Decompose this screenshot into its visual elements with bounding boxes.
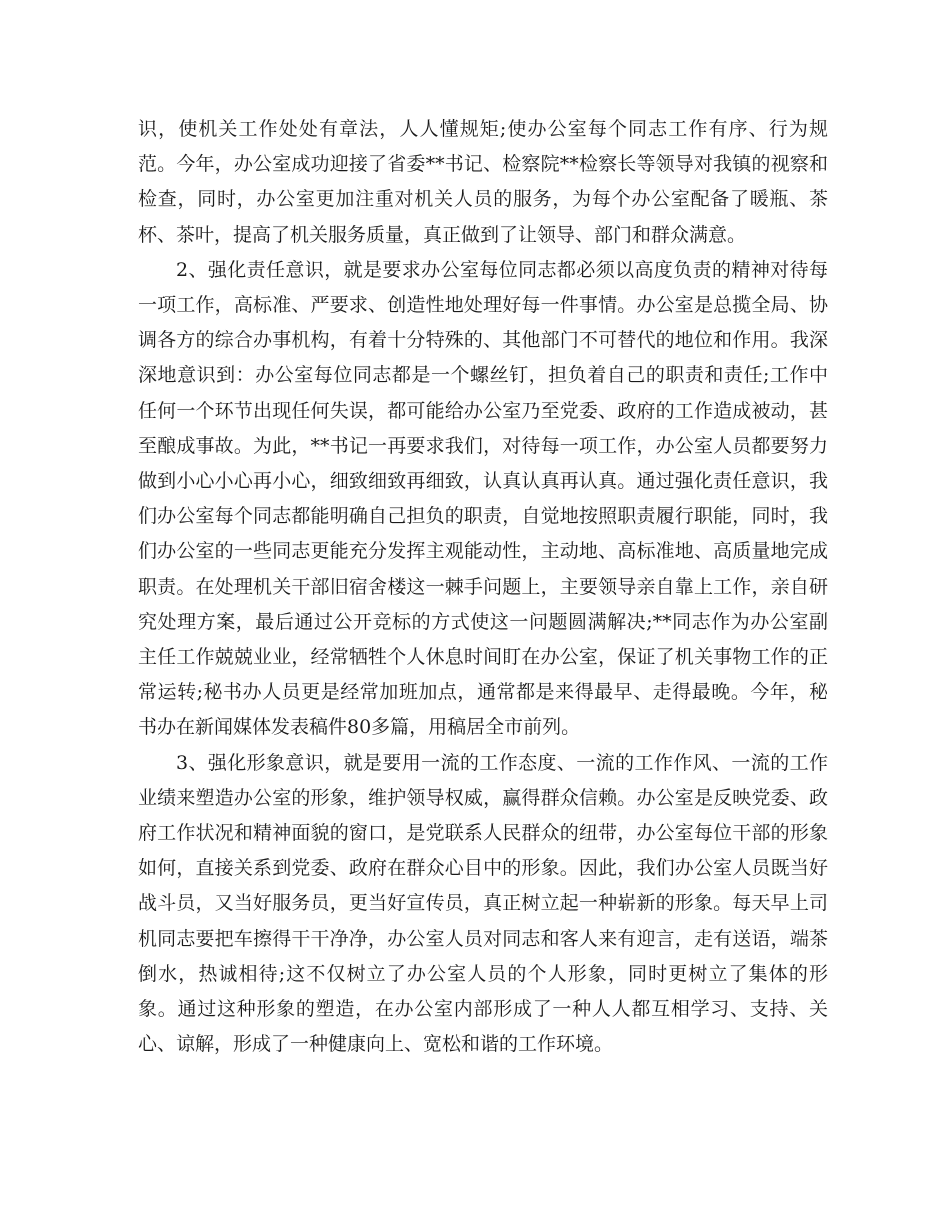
paragraph-continuation: 识，使机关工作处处有章法，人人懂规矩;使办公室每个同志工作有序、行为规范。今年，办公室成功迎接了省委**书记、检察院**检察长等领导对我镇的视察和检查，同时，办公室更加注重对机关人员的服务，为每个办公室配备了暖瓶、茶杯、茶叶，提高了机关服务质量，真正做到了让领导、部门和群众满意。 bbox=[138, 118, 828, 246]
paragraph-responsibility-awareness: 2、强化责任意识，就是要求办公室每位同志都必须以高度负责的精神对待每一项工作，高标准、严要求、创造性地处理好每一件事情。办公室是总揽全局、协调各方的综合办事机构，有着十分特殊的、其他部门不可替代的地位和作用。我深深地意识到：办公室每位同志都是一个螺丝钉，担负着自己的职责和责任;工作中任何一个环节出现任何失误，都可能给办公室乃至党委、政府的工作造成被动，甚至酿成事故。为此，**书记一再要求我们，对待每一项工作，办公室人员都要努力做到小心小心再小心，细致细致再细致，认真认真再认真。通过强化责任意识，我们办公室每个同志都能明确自己担负的职责，自觉地按照职责履行职能，同时，我们办公室的一些同志更能充分发挥主观能动性，主动地、高标准地、高质量地完成职责。在处理机关干部旧宿舍楼这一棘手问题上，主要领导亲自靠上工作，亲自研究处理方案，最后通过公开竞标的方式使这一问题圆满解决;**同志作为办公室副主任工作兢兢业业，经常牺牲个人休息时间盯在办公室，保证了机关事物工作的正常运转;秘书办人员更是经常加班加点，通常都是来得最早、走得最晚。今年，秘书办在新闻媒体发表稿件80多篇，用稿居全市前列。 bbox=[138, 258, 828, 739]
document-body bbox=[138, 112, 828, 1062]
paragraph-image-awareness: 3、强化形象意识，就是要用一流的工作态度、一流的工作作风、一流的工作业绩来塑造办公室的形象，维护领导权威，赢得群众信赖。办公室是反映党委、政府工作状况和精神面貌的窗口，是党联系人民群众的纽带，办公室每位干部的形象如何，直接关系到党委、政府在群众心目中的形象。因此，我们办公室人员既当好战斗员，又当好服务员，更当好宣传员，真正树立起一种崭新的形象。每天早上司机同志要把车擦得干干净净，办公室人员对同志和客人来有迎言，走有送语，端茶倒水，热诚相待;这不仅树立了办公室人员的个人形象，同时更树立了集体的形象。通过这种形象的塑造，在办公室内部形成了一种人人都互相学习、支持、关心、谅解，形成了一种健康向上、宽松和谐的工作环境。 bbox=[138, 751, 828, 1056]
